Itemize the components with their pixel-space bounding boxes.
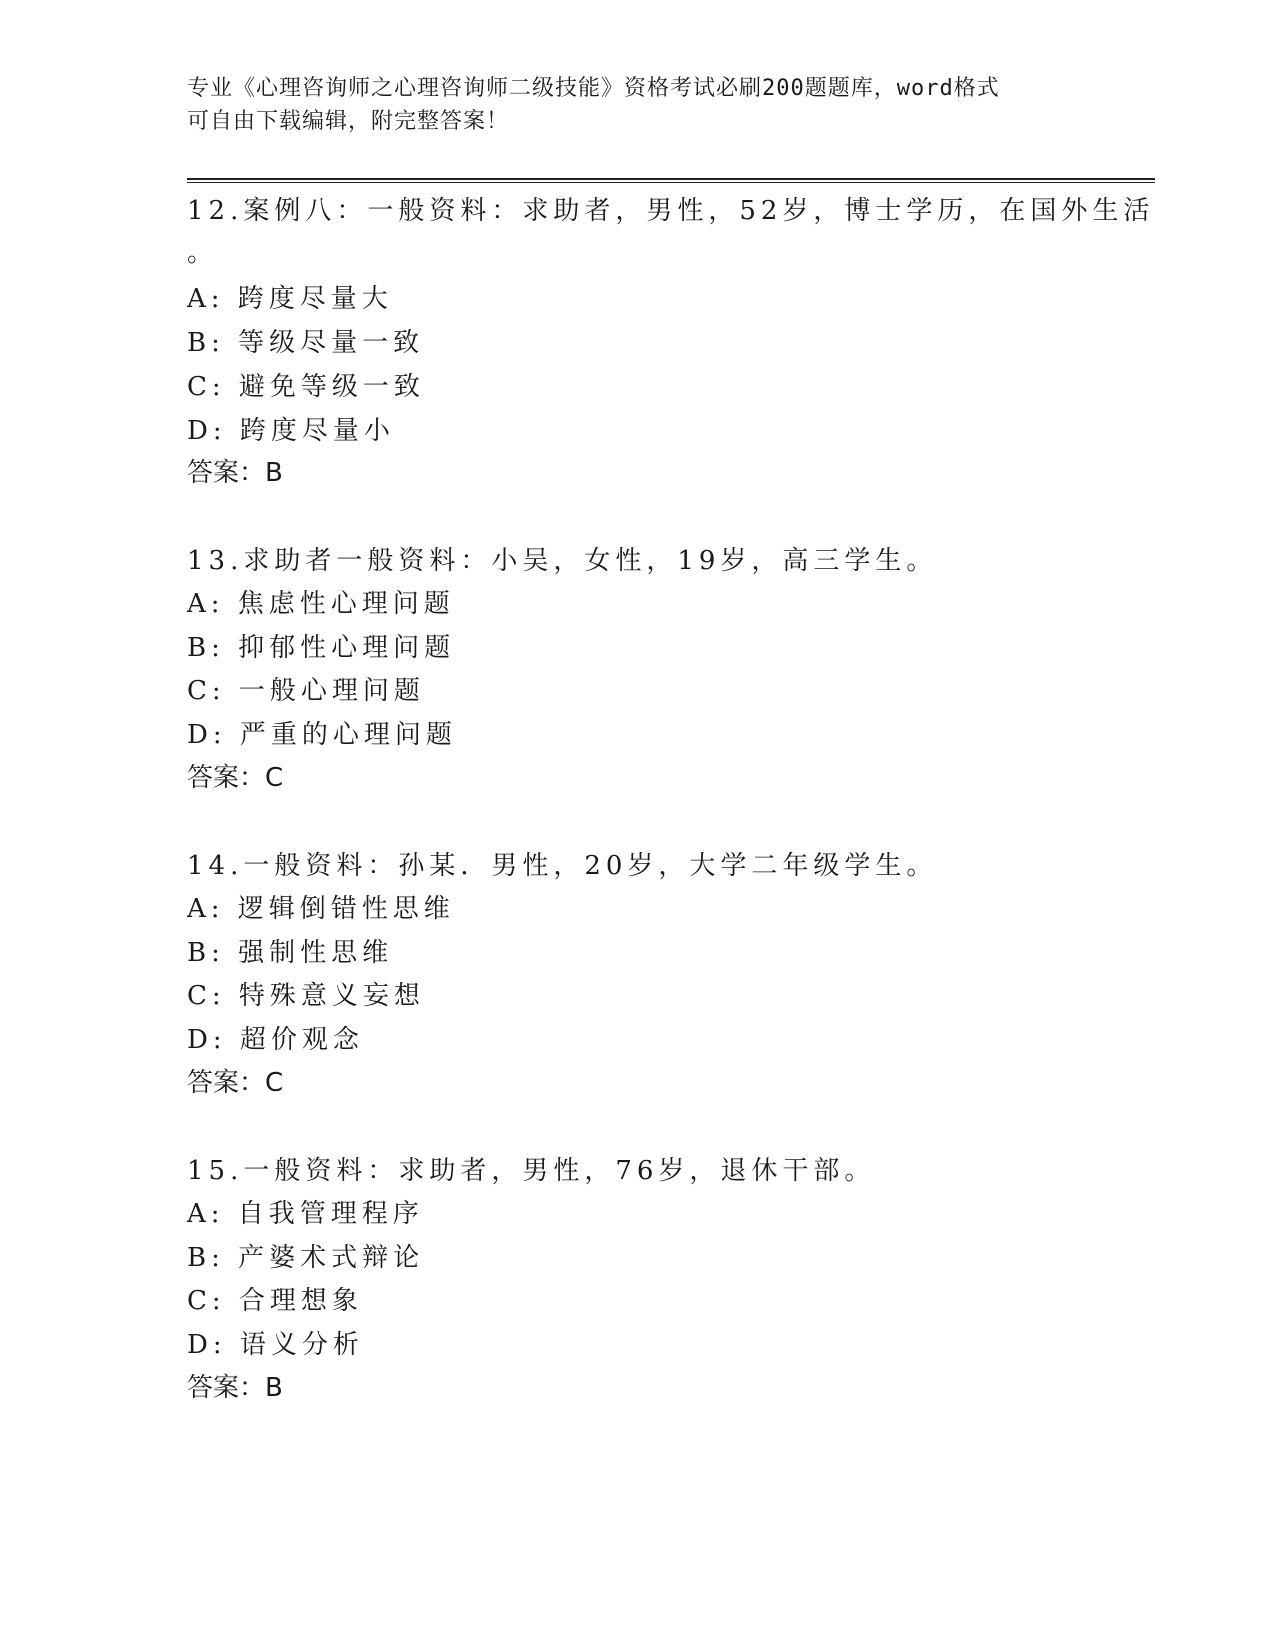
document-header [187, 72, 1067, 138]
question-13-stem: 13.求助者一般资料：小吴，女性，19岁，高三学生。 [187, 546, 938, 576]
question-13-option-b: B: 抑郁性心理问题 [187, 633, 456, 663]
question-15-option-c: C: 合理想象 [187, 1286, 363, 1316]
question-14-option-a: A: 逻辑倒错性思维 [187, 894, 455, 924]
question-14-option-b: B: 强制性思维 [187, 938, 394, 968]
question-15-answer: 答案：B [187, 1373, 283, 1403]
question-13-answer: 答案：C [187, 763, 284, 793]
question-13-option-d: D: 严重的心理问题 [187, 720, 457, 750]
header-divider-thin [187, 182, 1155, 183]
question-15-option-d: D: 语义分析 [187, 1330, 364, 1360]
question-12-answer: 答案：B [187, 458, 283, 488]
question-15-option-a: A: 自我管理程序 [187, 1199, 424, 1229]
question-12-option-c: C: 避免等级一致 [187, 372, 425, 402]
question-12-stem-continuation: 。 [187, 238, 219, 268]
question-14-option-d: D: 超价观念 [187, 1025, 364, 1055]
question-14-stem: 14.一般资料：孙某．男性，20岁，大学二年级学生。 [187, 851, 938, 881]
question-14-answer: 答案：C [187, 1068, 284, 1098]
question-13-option-a: A: 焦虑性心理问题 [187, 589, 455, 619]
question-15-option-b: B: 产婆术式辩论 [187, 1243, 425, 1273]
header-line-1: 专业《心理咨询师之心理咨询师二级技能》资格考试必刷200题题库，word格式 [187, 76, 1000, 101]
question-12-stem: 12.案例八：一般资料：求助者，男性，52岁，博士学历，在国外生活 [187, 196, 1155, 226]
header-divider-thick [187, 178, 1155, 180]
header-line-2: 可自由下载编辑，附完整答案！ [187, 109, 510, 134]
question-15-stem: 15.一般资料：求助者，男性，76岁，退休干部。 [187, 1156, 876, 1186]
question-13-option-c: C: 一般心理问题 [187, 676, 425, 706]
question-12-option-b: B: 等级尽量一致 [187, 328, 425, 358]
question-12-option-d: D: 跨度尽量小 [187, 416, 395, 446]
question-12-option-a: A: 跨度尽量大 [187, 284, 393, 314]
question-14-option-c: C: 特殊意义妄想 [187, 981, 425, 1011]
